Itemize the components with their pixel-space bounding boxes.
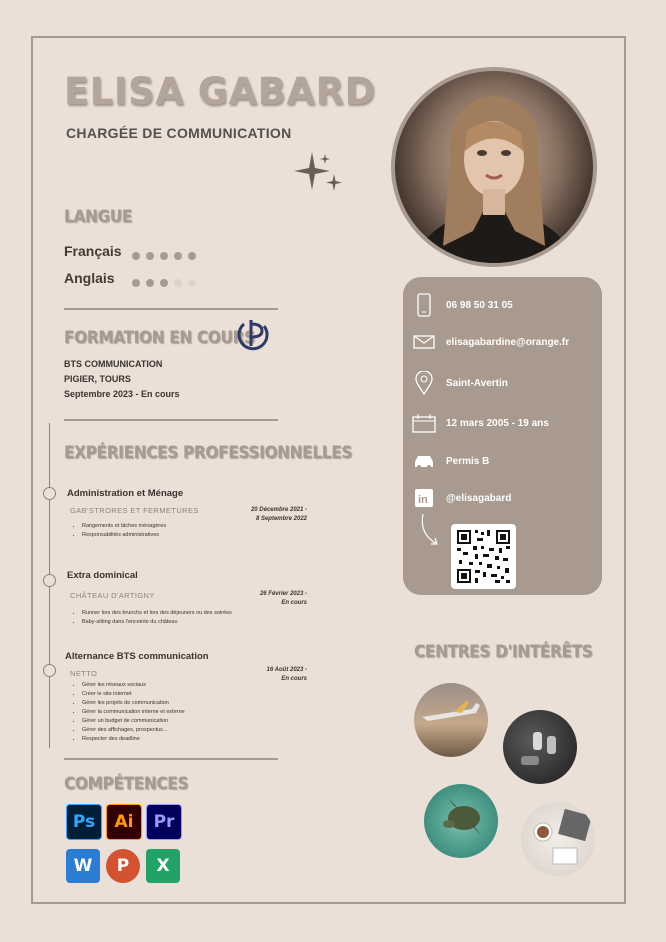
experience-org: NETTO [70,669,98,678]
experience-org: CHÂTEAU D'ARTIGNY [70,591,155,600]
level-dot [188,252,196,260]
birth-text: 12 mars 2005 - 19 ans [446,417,549,429]
powerpoint-icon: P [106,849,140,883]
job-title: CHARGÉE DE COMMUNICATION [66,125,292,141]
level-dot-empty [174,279,182,287]
contact-phone [411,294,513,316]
location-pin-icon [411,372,437,394]
email-text: elisagabardine@orange.fr [446,336,570,348]
timeline-marker [43,574,56,587]
language-level-english [132,274,202,292]
contact-city [411,372,508,394]
experience-title: Alternance BTS communication [65,651,209,662]
level-dot [174,252,182,260]
formation-section-title: FORMATION EN COURS [64,328,255,348]
experience-dates [207,666,307,684]
contact-linkedin[interactable] [411,487,511,509]
candidate-name: ELISA GABARD [64,70,376,113]
task-item: • Respecter des deadline [82,735,185,744]
curved-arrow-icon [417,512,443,548]
license-text: Permis B [446,455,490,467]
formation-dates: Septembre 2023 - En cours [64,389,180,399]
premiere-icon: Pr [146,804,182,840]
experience-dates [207,590,307,608]
task-item: • Gérer les réseaux sociaux [82,681,185,690]
level-dot [132,252,140,260]
interest-fitness-image [503,710,577,784]
divider [64,758,278,760]
task-item: • Responsabilités administratives [82,531,166,540]
formation-school: PIGIER, TOURS [64,374,131,384]
photoshop-icon: Ps [66,804,102,840]
task-item: • Baby-sitting dans l'enceinte du château [82,618,232,627]
task-item: • Gérer un budget de communication [82,717,185,726]
language-section-title: LANGUE [64,207,133,227]
date-end: En cours [281,600,307,606]
language-level-french [132,247,202,265]
interest-travel-image [414,683,488,757]
task-item: • Gérer les projets de communication [82,699,185,708]
level-dot-empty [188,279,196,287]
task-list [66,522,166,540]
skills-section-title: COMPÉTENCES [64,774,189,794]
level-dot [146,252,154,260]
experience-org: GAB'STRORES ET FERMETURES [70,506,199,515]
task-item: • Gérer des affichages, prospectus... [82,726,185,735]
experience-title: Administration et Ménage [67,488,184,499]
car-icon [411,450,437,472]
city-text: Saint-Avertin [446,377,508,389]
word-icon: W [66,849,100,883]
level-dot [160,279,168,287]
language-label-french: Français [64,243,122,259]
level-dot [146,279,154,287]
contact-license [411,450,489,472]
date-start: 16 Août 2023 - [266,667,307,673]
interest-workspace-image [521,802,595,876]
experience-title: Extra dominical [67,570,138,581]
phone-icon [411,294,437,316]
interests-section-title: CENTRES D'INTÉRÊTS [414,642,593,662]
timeline-marker [43,664,56,677]
task-list [66,681,185,744]
linkedin-icon [411,487,437,509]
qr-code[interactable] [451,524,516,589]
svg-text:in: in [418,494,428,506]
phone-text: 06 98 50 31 05 [446,299,513,311]
task-item: • Gérer la communication interne et externe [82,708,185,717]
divider [64,419,278,421]
task-item: • Créer le site internet [82,690,185,699]
linkedin-text: @elisagabard [446,492,512,504]
formation-logo-icon [234,316,272,352]
formation-degree: BTS COMMUNICATION [64,359,163,369]
excel-icon: X [146,849,180,883]
level-dot [160,252,168,260]
sparkle-icon [292,150,344,192]
contact-birth [411,412,549,434]
level-dot [132,279,140,287]
contact-email [411,331,569,353]
illustrator-icon: Ai [106,804,142,840]
calendar-icon [411,412,437,434]
task-item: • Runner lors des brunchs et lors des déjeuners ou des soirées [82,609,232,618]
profile-photo [391,67,597,267]
divider [64,308,278,310]
formation-details [64,357,180,402]
language-label-english: Anglais [64,270,115,286]
timeline-marker [43,487,56,500]
date-start: 20 Décembre 2021 - [250,507,307,513]
experience-section-title: EXPÉRIENCES PROFESSIONNELLES [64,443,353,463]
date-end: En cours [281,676,307,682]
experience-dates [207,506,307,524]
date-end: 8 Septembre 2022 [255,516,307,522]
mail-icon [411,331,437,353]
date-start: 26 Février 2023 - [259,591,307,597]
interest-turtle-image [424,784,498,858]
task-item: • Rangements et tâches ménagères [82,522,166,531]
task-list [66,609,232,627]
